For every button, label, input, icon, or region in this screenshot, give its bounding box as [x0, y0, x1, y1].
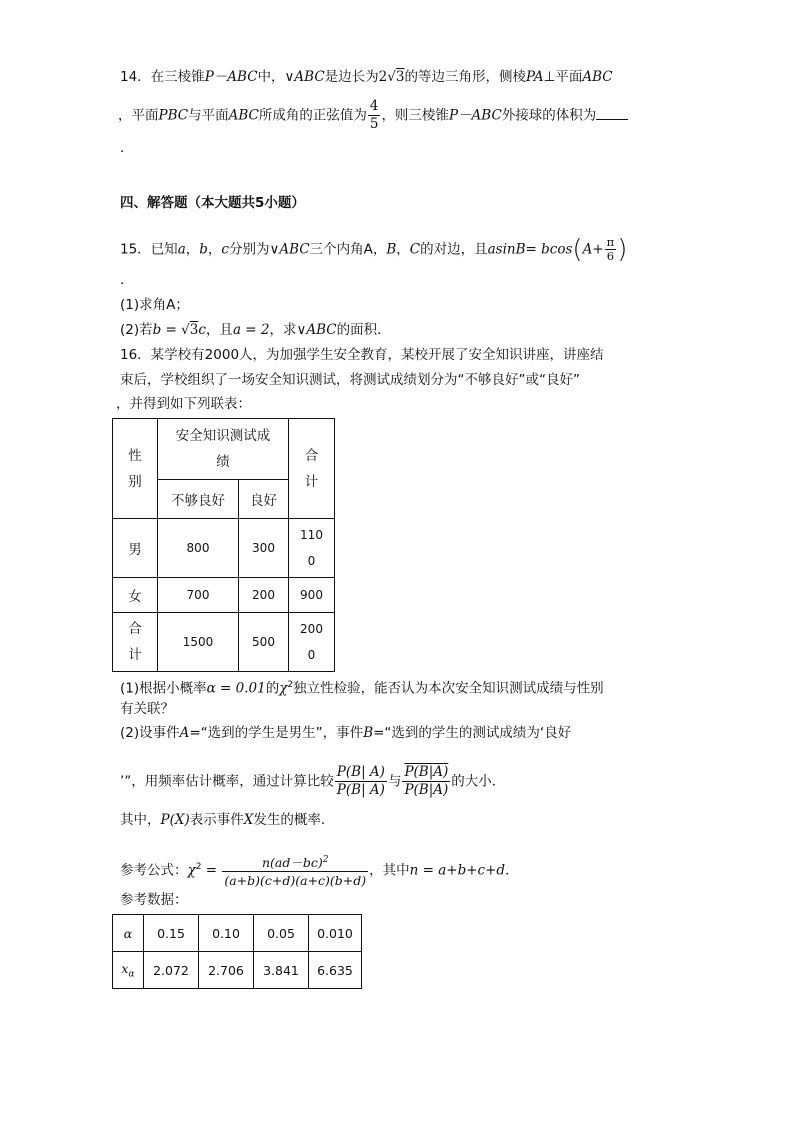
q16-line-3: ，并得到如下列联表：	[116, 396, 251, 412]
gender-header: 性 别	[113, 419, 158, 519]
q15-number: 15．	[120, 241, 151, 258]
q16-line-2: 束后，学校组织了一场安全知识测试，将测试成绩划分为“不够良好”或“良好”	[120, 372, 580, 388]
table-row: 合 计 1500 500 200 0	[113, 613, 335, 672]
pi-over-six: $\frac{\pi}{6}$	[606, 235, 615, 263]
reference-data-table	[112, 914, 362, 989]
col-good: 良好	[239, 480, 289, 519]
section-title: 四、解答题（本大题共5小题）	[120, 195, 305, 211]
q15-line-1: 15．已知a，b，c分别为∨ABC三个内角A，B，C的对边，且asinB= bcos(A+ $\frac{\pi}{6}$ )	[120, 234, 628, 265]
sine-fraction: $\frac{4}{5}$	[369, 98, 379, 132]
answer-blank[interactable]	[596, 105, 628, 120]
col-notgood: 不够良好	[158, 480, 239, 519]
chi-square-fraction: $\frac{n(ad-bc)^2}{(a+b)(c+d)(a+c)(b+d)}$	[222, 852, 368, 889]
q14-line-3: .	[120, 140, 125, 156]
q15-part-2: (2)若b = √3c，且a = 2，求∨ABC的面积．	[120, 322, 391, 338]
total-header: 合 计	[289, 419, 335, 519]
table-row: α 0.15 0.10 0.05 0.010	[113, 915, 362, 952]
q14-line-1: 14．在三棱锥P－ABC中，∨ABC是边长为2√3的等边三角形，侧棱PA⊥平面ABC	[120, 69, 613, 85]
reference-formula: 参考公式：$\chi^2$ = $\frac{n(ad-bc)^2}{(a+b)(c+d)(a+c)(b+d)}$ ，其中n = a+b+c+d．	[120, 852, 519, 889]
q15-tail: .	[120, 272, 125, 288]
q16-part-1-b: 有关联？	[120, 701, 174, 717]
table-row: 女 700 200 900	[113, 578, 335, 613]
q14-line-2: ，平面PBC与平面ABC所成角的正弦值为 $\frac{4}{5}$ ，则三棱锥P－ABC外接球的体积为	[118, 98, 628, 133]
table-row: $x_\alpha$ 2.072 2.706 3.841 6.635	[113, 952, 362, 989]
score-header: 安全知识测试成 绩	[158, 419, 289, 480]
q14-number: 14．	[120, 69, 151, 85]
q15-part-1: (1)求角A；	[120, 297, 189, 313]
table-row: 男 800 300 110 0	[113, 519, 335, 578]
sqrt-symbol: √	[387, 69, 396, 85]
contingency-table	[112, 418, 335, 672]
q16-part-2-b: ’”，用频率估计概率，通过计算比较 $\frac{P(B| A)}{P(B| A)}$ 与 $\frac{P(B|A)}{P(B|A)}$ 的大小．	[120, 764, 506, 798]
prob-fraction-1: $\frac{P(B| A)}{P(B| A)}$	[336, 764, 385, 798]
reference-data-label: 参考数据：	[120, 892, 188, 908]
q16-part-2-a: (2)设事件A=“选到的学生是男生”，事件B=“选到的学生的测试成绩为‘良好	[120, 725, 572, 741]
prob-fraction-2: $\frac{P(B|A)}{P(B|A)}$	[404, 764, 449, 798]
q16-note: 其中，P(X)表示事件X发生的概率．	[120, 812, 335, 828]
q16-part-1-a: (1)根据小概率α = 0.01的$\chi^2$独立性检验，能否认为本次安全知识测试成绩与性别	[120, 680, 604, 697]
q16-line-1: 16．某学校有2000人，为加强学生安全教育，某校开展了安全知识讲座，讲座结	[120, 347, 604, 363]
